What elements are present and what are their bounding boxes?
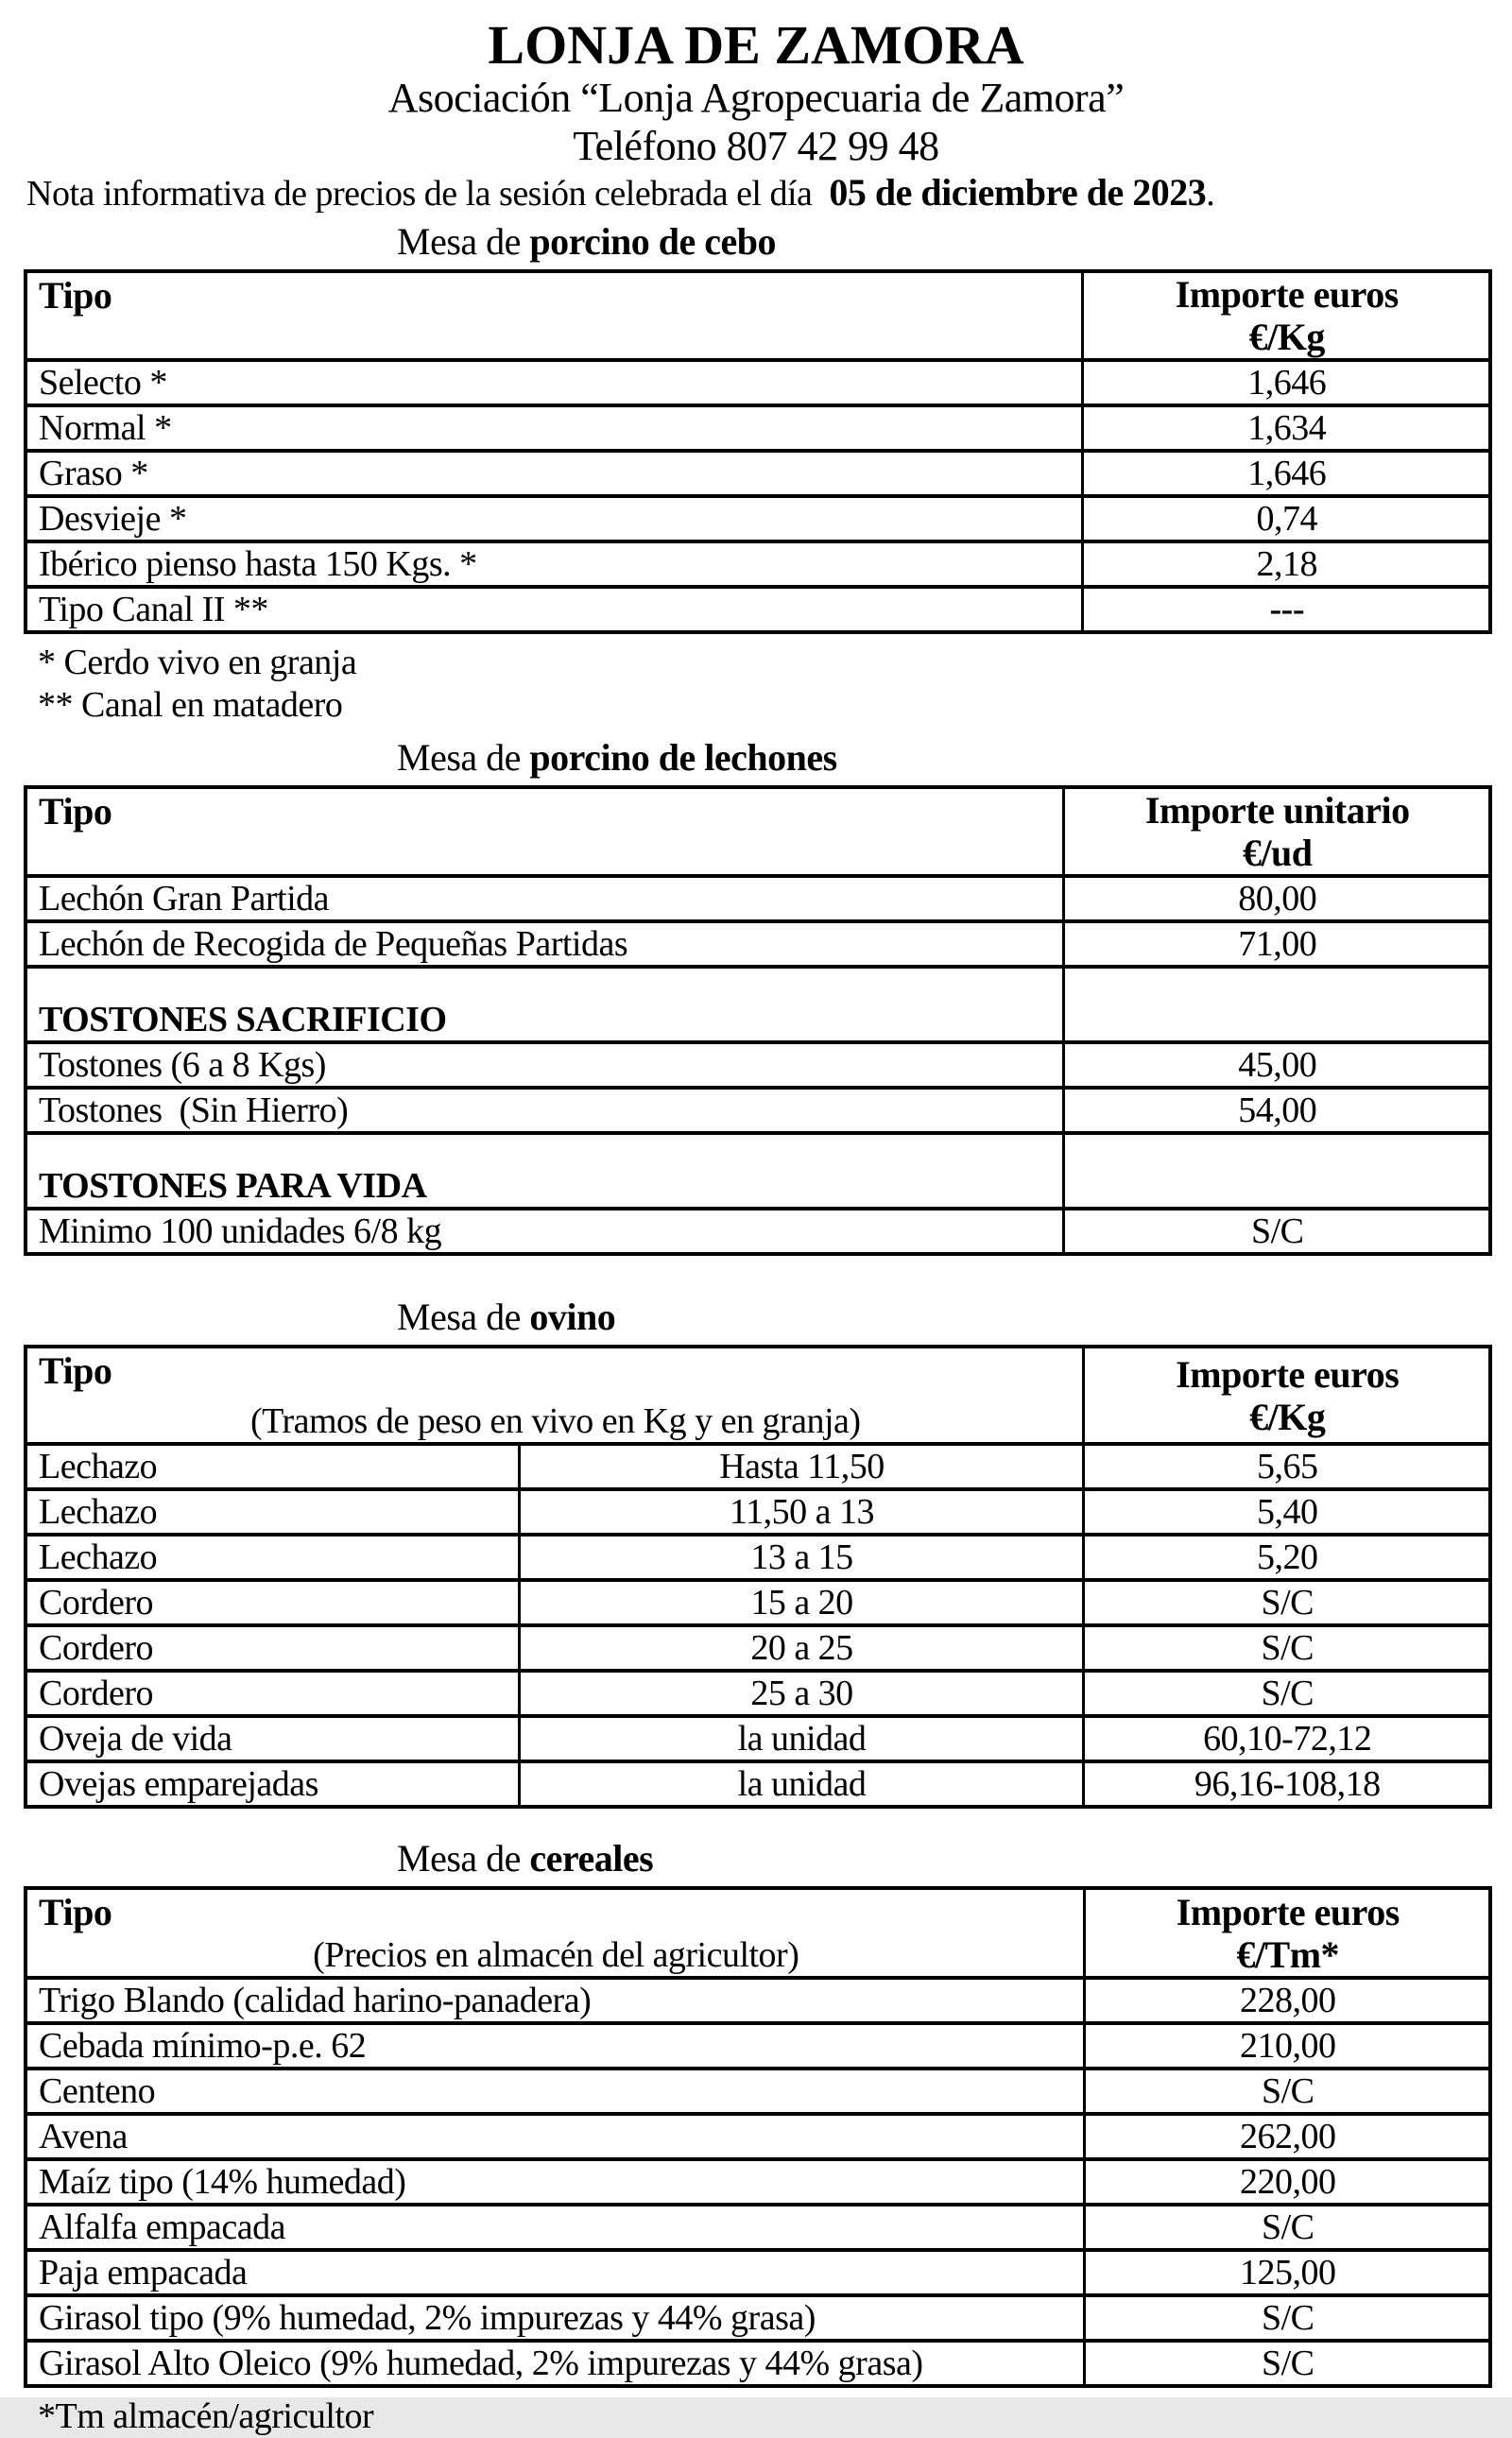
- cebo-footnote-granja: * Cerdo vivo en granja: [38, 643, 357, 682]
- cell-importe: 45,00: [1063, 1042, 1490, 1088]
- cell-tipo: Paja empacada: [26, 2250, 1084, 2295]
- cereales-table: [24, 1886, 1492, 2388]
- cereales-title-prefix: Mesa de: [397, 1837, 530, 1880]
- cell-tipo: Lechón Gran Partida: [26, 876, 1063, 921]
- cereales-footnote-tm: *Tm almacén/agricultor: [38, 2396, 374, 2436]
- cell-section-label: TOSTONES SACRIFICIO: [26, 967, 1063, 1042]
- lechones-col-header-importe-line1: Importe unitario: [1144, 789, 1410, 832]
- cereales-header-row: [26, 1888, 1490, 1978]
- cell-tipo: Oveja de vida: [26, 1716, 519, 1761]
- ovino-col-header-importe-unit: €/Kg: [1249, 1395, 1326, 1438]
- cell-tipo: Selecto *: [26, 360, 1082, 405]
- cell-tipo: Ibérico pienso hasta 150 Kgs. *: [26, 541, 1082, 587]
- table-row: [26, 2159, 1490, 2205]
- cebo-col-header-importe: [1082, 271, 1490, 360]
- cell-importe: 5,20: [1083, 1535, 1490, 1580]
- cell-importe: S/C: [1083, 1625, 1490, 1671]
- cell-tipo: Girasol Alto Oleico (9% humedad, 2% impurezas y 44% grasa): [26, 2341, 1084, 2386]
- section-row-tostones-sacrificio: [26, 967, 1490, 1042]
- session-date: 05 de diciembre de 2023: [829, 171, 1207, 214]
- table-row: [26, 1444, 1490, 1489]
- cebo-col-header-importe-unit: €/Kg: [1248, 316, 1325, 358]
- cell-importe: 125,00: [1084, 2250, 1490, 2295]
- cell-importe: S/C: [1063, 1209, 1490, 1254]
- lechones-title-prefix: Mesa de: [397, 736, 530, 779]
- cell-tipo: Tostones (Sin Hierro): [26, 1088, 1063, 1133]
- cell-tipo: Minimo 100 unidades 6/8 kg: [26, 1209, 1063, 1254]
- cell-tramo: la unidad: [519, 1761, 1083, 1807]
- cereales-col-header-tipo: [26, 1888, 1084, 1978]
- cell-tramo: 13 a 15: [519, 1535, 1083, 1580]
- table-row: [26, 496, 1490, 541]
- cell-tipo: Ovejas emparejadas: [26, 1761, 519, 1807]
- association-subtitle: Asociación “Lonja Agropecuaria de Zamora”: [387, 75, 1125, 121]
- cell-importe: 1,646: [1082, 451, 1490, 496]
- cell-tramo: 25 a 30: [519, 1671, 1083, 1716]
- cell-tipo: Lechón de Recogida de Pequeñas Partidas: [26, 921, 1063, 967]
- ovino-section-title: [397, 1294, 1512, 1341]
- cell-tipo: Cordero: [26, 1671, 519, 1716]
- cebo-table: [24, 269, 1492, 634]
- table-row: [26, 1671, 1490, 1716]
- cell-tramo: Hasta 11,50: [519, 1444, 1083, 1489]
- cebo-header-row: [26, 271, 1490, 360]
- table-row: [26, 1209, 1490, 1254]
- cereales-section-title: [397, 1835, 1512, 1882]
- cell-importe: 1,634: [1082, 405, 1490, 451]
- session-note-text: Nota informativa de precios de la sesión celebrada el día: [26, 174, 830, 214]
- table-row: [26, 1535, 1490, 1580]
- cell-tipo: Girasol tipo (9% humedad, 2% impurezas y 44% grasa): [26, 2295, 1084, 2341]
- section-row-tostones-para-vida: [26, 1133, 1490, 1209]
- table-row: [26, 876, 1490, 921]
- table-row: [26, 1489, 1490, 1535]
- cell-importe: [1063, 967, 1490, 1042]
- cereales-col-header-importe-line1: Importe euros: [1176, 1890, 1400, 1933]
- cell-importe: 1,646: [1082, 360, 1490, 405]
- cell-tramo: 15 a 20: [519, 1580, 1083, 1625]
- cell-tipo: Cordero: [26, 1625, 519, 1671]
- table-row: [26, 2205, 1490, 2250]
- cell-tipo: Trigo Blando (calidad harino-panadera): [26, 1978, 1084, 2023]
- table-row: [26, 2295, 1490, 2341]
- lechones-header-row: [26, 787, 1490, 876]
- lechones-col-header-importe-unit: €/ud: [1242, 832, 1313, 874]
- lechones-table: [24, 785, 1492, 1256]
- ovino-header-row: [26, 1347, 1490, 1444]
- table-row: [26, 2069, 1490, 2114]
- cell-tipo: Normal *: [26, 405, 1082, 451]
- cell-importe: S/C: [1084, 2341, 1490, 2386]
- table-row: [26, 1580, 1490, 1625]
- cell-tipo: Cordero: [26, 1580, 519, 1625]
- cebo-section-title: [397, 218, 1512, 266]
- cell-importe: ---: [1082, 587, 1490, 632]
- cell-importe: 71,00: [1063, 921, 1490, 967]
- cell-tipo: Lechazo: [26, 1535, 519, 1580]
- cell-importe: S/C: [1084, 2295, 1490, 2341]
- ovino-table: [24, 1345, 1492, 1809]
- cell-tipo: Lechazo: [26, 1444, 519, 1489]
- ovino-title-name: ovino: [529, 1296, 616, 1338]
- cereales-col-header-importe-unit: €/Tm*: [1236, 1932, 1340, 1976]
- table-row: [26, 2114, 1490, 2159]
- cell-importe: S/C: [1083, 1580, 1490, 1625]
- table-row: [26, 451, 1490, 496]
- ovino-col-header-tipo-label: Tipo: [39, 1349, 112, 1392]
- cell-importe: 54,00: [1063, 1088, 1490, 1133]
- table-row: [26, 2023, 1490, 2069]
- cell-importe: 262,00: [1084, 2114, 1490, 2159]
- cell-importe: S/C: [1083, 1671, 1490, 1716]
- cell-importe: 220,00: [1084, 2159, 1490, 2205]
- cebo-col-header-tipo: Tipo: [26, 271, 1082, 360]
- phone-line: Teléfono 807 42 99 48: [573, 123, 939, 169]
- ovino-col-header-tramos: (Tramos de peso en vivo en Kg y en granja): [249, 1401, 861, 1441]
- table-row: [26, 541, 1490, 587]
- cebo-title-name: porcino de cebo: [529, 220, 777, 263]
- cell-importe: 96,16-108,18: [1083, 1761, 1490, 1807]
- lechones-col-header-importe: [1063, 787, 1490, 876]
- cebo-title-prefix: Mesa de: [397, 220, 530, 263]
- table-row: [26, 921, 1490, 967]
- ovino-col-header-importe: [1083, 1347, 1490, 1444]
- ovino-col-header-importe-line1: Importe euros: [1176, 1352, 1400, 1396]
- table-row: [26, 1978, 1490, 2023]
- cell-tipo: Graso *: [26, 451, 1082, 496]
- cell-importe: 5,65: [1083, 1444, 1490, 1489]
- cell-tramo: 11,50 a 13: [519, 1489, 1083, 1535]
- cell-importe: 5,40: [1083, 1489, 1490, 1535]
- cell-tipo: Tipo Canal II **: [26, 587, 1082, 632]
- table-row: [26, 1625, 1490, 1671]
- cell-importe: [1063, 1133, 1490, 1209]
- cell-section-label: TOSTONES PARA VIDA: [26, 1133, 1063, 1209]
- session-note-period: .: [1206, 174, 1215, 214]
- cell-importe: S/C: [1084, 2069, 1490, 2114]
- cell-tramo: 20 a 25: [519, 1625, 1083, 1671]
- cell-importe: S/C: [1084, 2205, 1490, 2250]
- table-row: [26, 1716, 1490, 1761]
- lechones-col-header-tipo: Tipo: [26, 787, 1063, 876]
- cell-importe: 80,00: [1063, 876, 1490, 921]
- cell-tipo: Maíz tipo (14% humedad): [26, 2159, 1084, 2205]
- table-row: [26, 587, 1490, 632]
- cell-tipo: Desvieje *: [26, 496, 1082, 541]
- table-row: [26, 1761, 1490, 1807]
- table-row: [26, 2341, 1490, 2386]
- cebo-footnote-matadero: ** Canal en matadero: [38, 685, 343, 725]
- page-title: LONJA DE ZAMORA: [488, 14, 1024, 76]
- ovino-title-prefix: Mesa de: [397, 1296, 530, 1338]
- table-row: [26, 2250, 1490, 2295]
- cell-tipo: Centeno: [26, 2069, 1084, 2114]
- cell-importe: 210,00: [1084, 2023, 1490, 2069]
- session-note: [26, 170, 1512, 216]
- cell-tramo: la unidad: [519, 1716, 1083, 1761]
- cell-tipo: Alfalfa empacada: [26, 2205, 1084, 2250]
- cell-importe: 0,74: [1082, 496, 1490, 541]
- table-row: [26, 405, 1490, 451]
- cell-tipo: Avena: [26, 2114, 1084, 2159]
- table-row: [26, 360, 1490, 405]
- cell-importe: 60,10-72,12: [1083, 1716, 1490, 1761]
- cell-tipo: Cebada mínimo-p.e. 62: [26, 2023, 1084, 2069]
- cebo-col-header-importe-line1: Importe euros: [1175, 273, 1399, 316]
- cell-tipo: Lechazo: [26, 1489, 519, 1535]
- cell-importe: 2,18: [1082, 541, 1490, 587]
- ovino-col-header-tipo: [26, 1347, 1083, 1444]
- table-row: [26, 1088, 1490, 1133]
- cereales-col-header-importe: [1084, 1888, 1490, 1978]
- cereales-col-header-tipo-label: Tipo: [39, 1891, 112, 1933]
- cereales-col-header-precios: (Precios en almacén del agricultor): [313, 1935, 799, 1975]
- table-row: [26, 1042, 1490, 1088]
- lechones-title-name: porcino de lechones: [529, 736, 837, 779]
- cereales-title-name: cereales: [529, 1837, 654, 1880]
- cell-importe: 228,00: [1084, 1978, 1490, 2023]
- cell-tipo: Tostones (6 a 8 Kgs): [26, 1042, 1063, 1088]
- lechones-section-title: [397, 734, 1512, 781]
